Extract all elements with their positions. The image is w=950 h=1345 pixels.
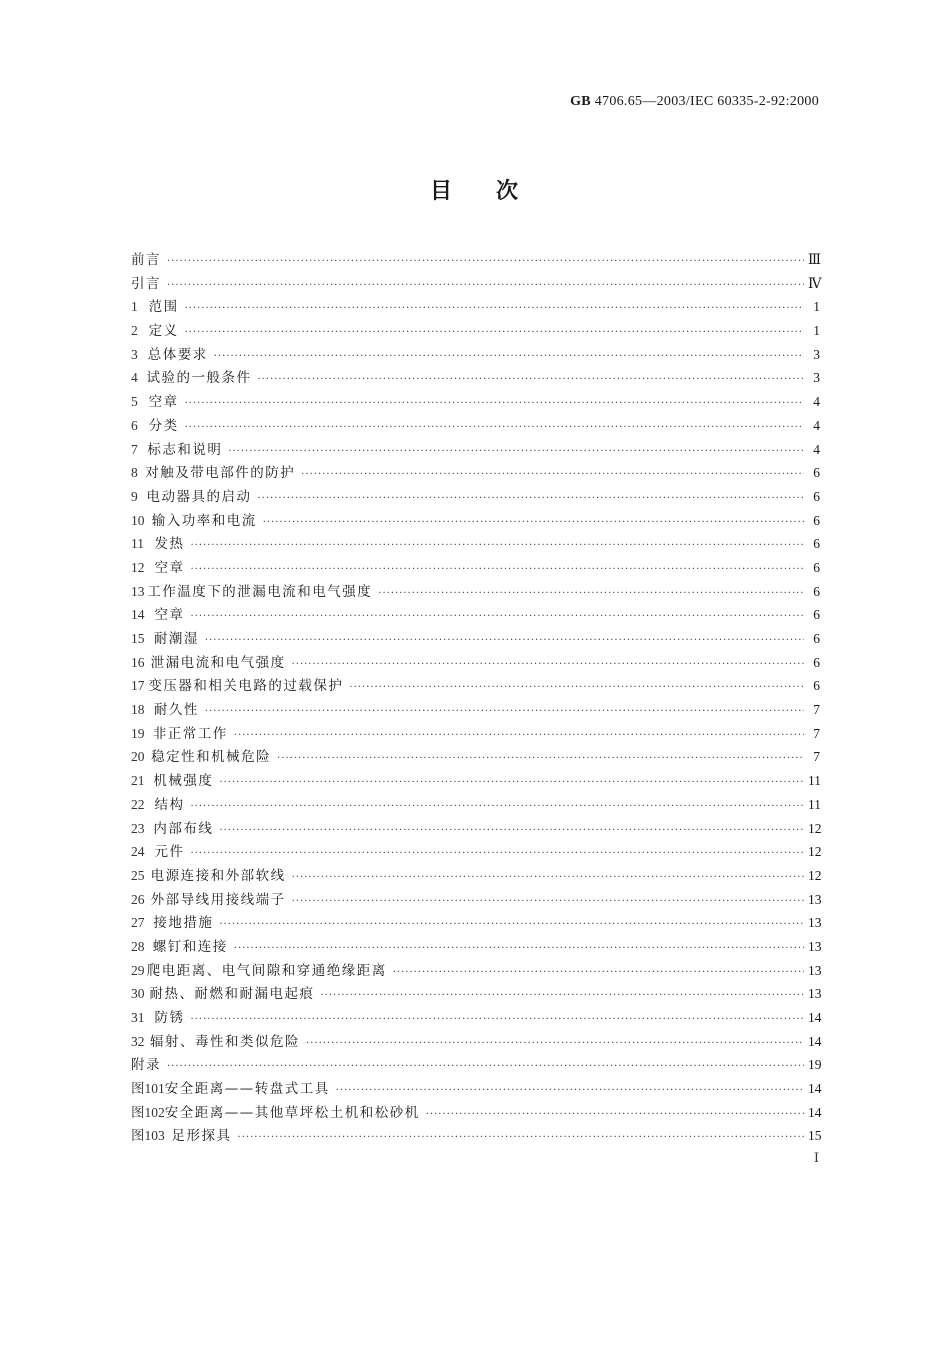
- toc-entry-number: 23: [131, 820, 145, 836]
- standard-prefix: GB: [570, 94, 591, 109]
- toc-entry-number: 8: [131, 465, 138, 481]
- toc-entry-label: 定义: [148, 323, 179, 340]
- toc-entry-label: 泄漏电流和电气强度: [150, 654, 286, 671]
- toc-entry-page: 6: [813, 607, 820, 623]
- standard-number: 4706.65—2003/IEC 60335-2-92:2000: [594, 94, 819, 109]
- page-folio: Ⅰ: [813, 1150, 819, 1165]
- toc-dot-leader: [258, 368, 805, 392]
- toc-entry-label: 空章: [154, 607, 185, 624]
- toc-entry[interactable]: [131, 343, 820, 367]
- toc-entry-number: 13: [131, 583, 145, 599]
- toc-entry[interactable]: [131, 674, 820, 698]
- toc-dot-leader: [167, 1055, 804, 1079]
- toc-entry[interactable]: [131, 888, 820, 912]
- toc-entry[interactable]: [131, 603, 820, 627]
- toc-entry-page: 6: [813, 678, 820, 694]
- toc-entry-number: 29: [131, 962, 145, 978]
- toc-entry-page: 14: [808, 1104, 822, 1120]
- toc-entry-label: 标志和说明: [147, 441, 223, 458]
- toc-entry-number: 2: [131, 323, 138, 339]
- toc-entry-label: 元件: [154, 844, 185, 861]
- toc-entry-number: 16: [131, 654, 145, 670]
- toc-entry-number: 5: [131, 394, 138, 410]
- toc-entry-label: 分类: [148, 417, 179, 434]
- toc-entry-page: 12: [808, 867, 822, 883]
- toc-entry[interactable]: [131, 745, 820, 769]
- table-of-contents: [131, 248, 820, 1148]
- toc-entry-page: 6: [813, 512, 820, 528]
- toc-dot-leader: [219, 913, 804, 937]
- toc-entry-number: 21: [131, 773, 145, 789]
- toc-entry[interactable]: [131, 1053, 820, 1077]
- toc-entry[interactable]: [131, 461, 820, 485]
- toc-entry-label: 空章: [154, 559, 185, 576]
- toc-dot-leader: [185, 392, 804, 416]
- toc-entry[interactable]: [131, 840, 820, 864]
- toc-entry[interactable]: [131, 959, 820, 983]
- toc-entry[interactable]: [131, 295, 820, 319]
- toc-entry-number: 图102: [131, 1104, 165, 1120]
- toc-dot-leader: [190, 605, 804, 629]
- toc-entry-number: 图101: [131, 1081, 165, 1097]
- toc-entry-label: 接地措施: [153, 915, 214, 932]
- toc-entry-number: 25: [131, 867, 145, 883]
- toc-entry-label: 耐潮湿: [153, 631, 199, 647]
- toc-entry[interactable]: [131, 627, 820, 651]
- toc-entry-page: 1: [813, 323, 820, 339]
- toc-entry-label: 外部导线用接线端子: [150, 891, 286, 908]
- toc-dot-leader: [205, 700, 804, 724]
- toc-entry-number: 17: [131, 678, 145, 694]
- toc-entry-page: 1: [813, 299, 820, 315]
- toc-entry-number: 9: [131, 488, 138, 504]
- toc-entry-page: 3: [813, 370, 820, 386]
- toc-entry-page: 6: [813, 488, 820, 504]
- toc-entry[interactable]: [131, 769, 820, 793]
- toc-entry[interactable]: [131, 532, 820, 556]
- toc-entry[interactable]: [131, 319, 820, 343]
- toc-entry-page: 12: [808, 820, 822, 836]
- toc-entry-page: 6: [813, 583, 820, 599]
- toc-entry-page: 6: [813, 631, 820, 646]
- toc-entry-page: 12: [808, 844, 822, 860]
- toc-entry[interactable]: [131, 1030, 820, 1054]
- toc-dot-leader: [378, 582, 804, 606]
- toc-entry-number: 6: [131, 417, 138, 433]
- toc-entry-number: 28: [131, 938, 145, 954]
- toc-entry-label: 足形探具: [171, 1128, 232, 1145]
- page-title-part1: 目: [429, 179, 454, 204]
- toc-entry-number: 19: [131, 725, 145, 741]
- toc-entry-page: 6: [813, 536, 820, 552]
- toc-entry-label: 结构: [154, 796, 185, 813]
- toc-dot-leader: [234, 937, 804, 961]
- toc-dot-leader: [426, 1103, 804, 1127]
- toc-entry[interactable]: [131, 1006, 820, 1030]
- toc-entry-page: Ⅲ: [808, 252, 822, 267]
- toc-entry-number: 7: [131, 441, 138, 457]
- toc-dot-leader: [263, 511, 804, 535]
- toc-entry-label: 电源连接和外部软线: [150, 867, 286, 884]
- toc-dot-leader: [205, 629, 804, 653]
- page-title-part2: 次: [496, 179, 521, 204]
- toc-entry[interactable]: [131, 438, 820, 462]
- toc-entry-label: 总体要求: [147, 346, 208, 363]
- toc-entry-label: 附录: [131, 1057, 161, 1074]
- toc-dot-leader: [190, 842, 804, 866]
- toc-entry[interactable]: [131, 509, 820, 533]
- toc-dot-leader: [349, 676, 804, 700]
- toc-entry-label: 对触及带电部件的防护: [145, 465, 296, 482]
- toc-entry-label: 耐热、耐燃和耐漏电起痕: [149, 986, 315, 1003]
- toc-dot-leader: [228, 440, 804, 464]
- toc-entry-page: 14: [808, 1033, 822, 1049]
- toc-entry[interactable]: [131, 1101, 820, 1125]
- toc-dot-leader: [167, 274, 804, 298]
- toc-entry-page: 13: [808, 962, 822, 978]
- toc-entry-page: 3: [813, 346, 820, 362]
- toc-entry-page: 13: [808, 938, 822, 954]
- toc-dot-leader: [393, 961, 804, 985]
- toc-entry-label: 耐久性: [153, 702, 199, 719]
- toc-entry-label: 发热: [154, 536, 185, 553]
- toc-entry-label: 工作温度下的泄漏电流和电气强度: [147, 583, 373, 600]
- toc-entry-label: 输入功率和电流: [151, 512, 257, 529]
- toc-entry-page: 13: [808, 915, 822, 931]
- toc-entry-page: 13: [808, 986, 822, 1002]
- page-title: [0, 174, 950, 205]
- toc-dot-leader: [258, 487, 805, 511]
- toc-dot-leader: [185, 321, 804, 345]
- toc-entry[interactable]: [131, 272, 820, 296]
- toc-entry-number: 32: [131, 1033, 145, 1049]
- toc-entry-page: 6: [813, 559, 820, 575]
- toc-entry-label: 电动器具的启动: [146, 488, 252, 505]
- toc-entry-number: 24: [131, 844, 145, 860]
- toc-entry[interactable]: [131, 1077, 820, 1101]
- toc-dot-leader: [185, 416, 804, 440]
- toc-entry-number: 31: [131, 1010, 145, 1025]
- toc-entry-page: 14: [808, 1010, 822, 1025]
- toc-entry-label: 引言: [131, 275, 161, 292]
- toc-entry[interactable]: [131, 982, 820, 1006]
- toc-entry[interactable]: [131, 722, 820, 746]
- toc-entry-number: 14: [131, 607, 145, 623]
- toc-entry-label: 内部布线: [153, 820, 214, 837]
- toc-entry-label: 机械强度: [153, 773, 214, 790]
- toc-entry-number: 30: [131, 986, 145, 1002]
- toc-entry-number: 12: [131, 559, 145, 575]
- toc-dot-leader: [219, 771, 804, 795]
- toc-dot-leader: [167, 250, 804, 274]
- toc-entry-number: 1: [131, 299, 138, 315]
- toc-entry[interactable]: [131, 580, 820, 604]
- toc-dot-leader: [306, 1032, 804, 1056]
- standard-header: [570, 94, 819, 110]
- toc-entry-label: 试验的一般条件: [146, 370, 252, 387]
- toc-entry-label: 前言: [131, 252, 161, 268]
- toc-entry[interactable]: [131, 864, 820, 888]
- toc-entry-label: 变压器和相关电路的过载保护: [148, 678, 344, 695]
- toc-entry[interactable]: [131, 793, 820, 817]
- toc-dot-leader: [185, 297, 804, 321]
- toc-dot-leader: [238, 1126, 804, 1150]
- toc-entry-page: 11: [808, 796, 821, 812]
- toc-entry[interactable]: [131, 817, 820, 841]
- toc-entry-number: 18: [131, 702, 145, 718]
- toc-entry[interactable]: [131, 698, 820, 722]
- toc-dot-leader: [292, 653, 804, 677]
- toc-entry-label: 辐射、毒性和类似危险: [150, 1033, 301, 1050]
- toc-entry-number: 20: [131, 749, 145, 765]
- toc-dot-leader: [234, 724, 804, 748]
- toc-dot-leader: [292, 866, 804, 890]
- toc-entry-page: 19: [808, 1057, 822, 1073]
- toc-entry[interactable]: [131, 485, 820, 509]
- toc-entry-page: 7: [813, 725, 820, 741]
- toc-entry-page: 6: [813, 465, 820, 481]
- toc-dot-leader: [190, 1008, 804, 1032]
- toc-entry-number: 图103: [131, 1128, 165, 1144]
- toc-entry-label: 非正常工作: [152, 725, 228, 742]
- toc-entry-label: 螺钉和连接: [152, 938, 228, 955]
- toc-entry[interactable]: [131, 556, 820, 580]
- toc-entry-page: 4: [813, 394, 820, 410]
- toc-entry-number: 10: [131, 512, 145, 528]
- toc-entry-label: 空章: [148, 394, 179, 411]
- toc-dot-leader: [301, 463, 804, 487]
- toc-entry[interactable]: [131, 935, 820, 959]
- toc-dot-leader: [190, 795, 804, 819]
- toc-entry-number: 4: [131, 370, 138, 386]
- toc-entry-label: 防锈: [154, 1010, 185, 1026]
- toc-entry-page: 15: [808, 1128, 822, 1144]
- toc-entry[interactable]: [131, 248, 820, 272]
- toc-dot-leader: [277, 747, 804, 771]
- toc-entry[interactable]: [131, 651, 820, 675]
- toc-entry[interactable]: [131, 366, 820, 390]
- toc-entry-number: 15: [131, 631, 145, 646]
- toc-entry[interactable]: [131, 1124, 820, 1148]
- toc-dot-leader: [219, 819, 804, 843]
- toc-entry[interactable]: [131, 911, 820, 935]
- toc-dot-leader: [214, 345, 804, 369]
- toc-entry[interactable]: [131, 414, 820, 438]
- toc-entry-number: 11: [131, 536, 144, 552]
- toc-entry-label: 稳定性和机械危险: [151, 749, 272, 766]
- toc-entry-label: 安全距离——其他草坪松土机和松砂机: [164, 1104, 420, 1121]
- toc-entry-label: 范围: [148, 299, 179, 316]
- toc-entry-page: 6: [813, 654, 820, 670]
- toc-entry-page: 7: [813, 702, 820, 718]
- toc-dot-leader: [190, 534, 804, 558]
- toc-dot-leader: [320, 984, 804, 1008]
- toc-dot-leader: [292, 890, 804, 914]
- toc-entry[interactable]: [131, 390, 820, 414]
- toc-entry-page: 4: [813, 441, 820, 457]
- toc-entry-page: Ⅳ: [808, 275, 822, 291]
- toc-entry-number: 26: [131, 891, 145, 907]
- toc-entry-number: 27: [131, 915, 145, 931]
- toc-entry-label: 安全距离——转盘式工具: [164, 1081, 330, 1098]
- toc-entry-number: 22: [131, 796, 145, 812]
- toc-entry-page: 7: [813, 749, 820, 765]
- toc-entry-page: 4: [813, 417, 820, 433]
- toc-entry-label: 爬电距离、电气间隙和穿通绝缘距离: [146, 962, 387, 979]
- toc-entry-page: 11: [808, 773, 821, 789]
- toc-entry-number: 3: [131, 346, 138, 362]
- toc-dot-leader: [336, 1079, 804, 1103]
- toc-entry-page: 13: [808, 891, 822, 907]
- toc-dot-leader: [190, 558, 804, 582]
- toc-entry-page: 14: [808, 1081, 822, 1097]
